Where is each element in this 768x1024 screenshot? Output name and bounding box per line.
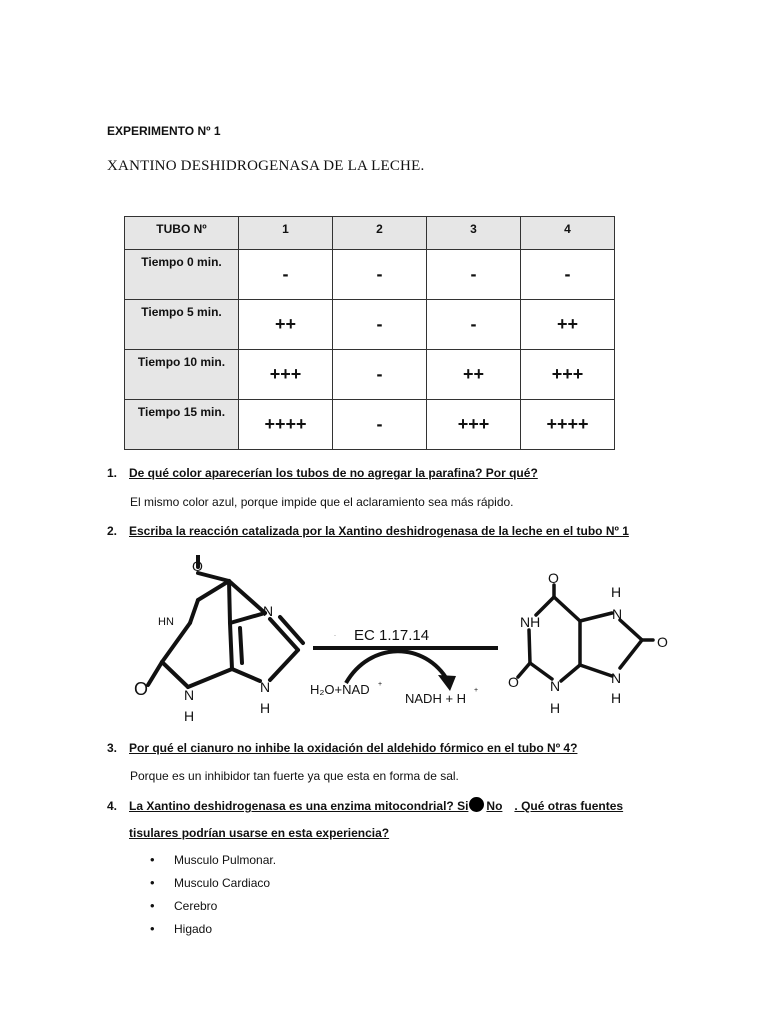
question-text: Escriba la reacción catalizada por la Xantino deshidrogenasa de la leche en el tubo Nº 1: [129, 524, 629, 538]
right-molecule: [518, 585, 653, 681]
header-cell: 2: [333, 217, 427, 250]
table-cell: ++++: [521, 400, 615, 450]
table-cell: +++: [427, 400, 521, 450]
table-row: [125, 350, 615, 400]
curved-arrow: [346, 651, 448, 683]
question-number: 4.: [107, 799, 118, 813]
atom-label: O: [548, 570, 559, 586]
atom-label: O: [192, 558, 203, 574]
atom-label: H: [184, 708, 195, 724]
question-number: 3.: [107, 741, 118, 755]
question-4-line-2: [129, 826, 389, 840]
product-superscript: +: [474, 687, 479, 694]
row-label: Tiempo 0 min.: [125, 250, 239, 300]
atom-label: N: [611, 670, 622, 686]
tissue-sources-list: [150, 853, 276, 945]
answer-3: Porque es un inhibidor tan fuerte ya que esta en forma de sal.: [130, 769, 459, 783]
list-item: • Higado: [150, 922, 276, 945]
atom-label: H: [550, 700, 561, 716]
list-item: • Musculo Pulmonar.: [150, 853, 276, 876]
curved-arrow-head: [438, 675, 456, 691]
atom-label: N: [550, 678, 561, 694]
table-cell: -: [333, 400, 427, 450]
table-header-row: [125, 217, 615, 250]
table-cell: -: [521, 250, 615, 300]
row-label: Tiempo 5 min.: [125, 300, 239, 350]
header-cell: 3: [427, 217, 521, 250]
atom-label: NH: [520, 614, 541, 630]
atom-label: O: [134, 679, 149, 699]
question-text: Por qué el cianuro no inhibe la oxidación del aldehido fórmico en el tubo Nº 4?: [129, 741, 578, 755]
table-row: [125, 300, 615, 350]
atom-label: N: [184, 687, 195, 703]
atom-label: H: [260, 700, 271, 716]
atom-label: H: [611, 584, 622, 600]
results-table: [124, 216, 615, 450]
list-item: • Cerebro: [150, 899, 276, 922]
reactant-superscript: +: [378, 681, 383, 688]
question-2: [107, 524, 629, 538]
table-cell: -: [333, 300, 427, 350]
list-item: • Musculo Cardiaco: [150, 876, 276, 899]
main-title: XANTINO DESHIDROGENASA DE LA LECHE.: [107, 158, 425, 174]
question-number: 1.: [107, 466, 118, 480]
atom-label: H: [611, 690, 622, 706]
atom-label: N: [260, 679, 271, 695]
table-cell: -: [427, 300, 521, 350]
experiment-title: EXPERIMENTO Nº 1: [107, 124, 221, 138]
table-cell: ++: [427, 350, 521, 400]
table-cell: ++: [521, 300, 615, 350]
filled-radio-icon: [469, 797, 484, 812]
header-cell: 1: [239, 217, 333, 250]
question-4: [107, 797, 623, 813]
reactant-label: H₂O+NAD: [310, 682, 370, 697]
question-text: No: [486, 799, 503, 813]
question-text: De qué color aparecerían los tubos de no agregar la parafina? Por qué?: [129, 466, 538, 480]
atom-label: N: [612, 606, 623, 622]
question-1: [107, 466, 538, 480]
enzyme-label: EC 1.17.14: [354, 627, 430, 644]
question-text: . Qué otras fuentes: [514, 799, 624, 813]
header-cell: 4: [521, 217, 615, 250]
table-cell: -: [239, 250, 333, 300]
table-cell: ++: [239, 300, 333, 350]
row-label: Tiempo 15 min.: [125, 400, 239, 450]
atom-label: N: [263, 603, 274, 619]
row-label: Tiempo 10 min.: [125, 350, 239, 400]
table-cell: -: [333, 350, 427, 400]
table-cell: +++: [521, 350, 615, 400]
question-number: 2.: [107, 524, 118, 538]
answer-1: El mismo color azul, porque impide que el aclaramiento sea más rápido.: [130, 495, 514, 509]
svg-text:·: ·: [334, 633, 336, 639]
table-row: [125, 250, 615, 300]
question-text: tisulares podrían usarse en esta experiencia?: [129, 826, 390, 840]
reaction-diagram: [120, 555, 680, 735]
table-row: [125, 400, 615, 450]
atom-label: O: [508, 674, 519, 690]
product-label: NADH + H: [405, 691, 467, 706]
header-cell: TUBO Nº: [125, 217, 239, 250]
table-cell: -: [427, 250, 521, 300]
table-cell: +++: [239, 350, 333, 400]
question-text: La Xantino deshidrogenasa es una enzima mitocondrial? Si: [129, 799, 469, 813]
question-3: [107, 741, 577, 755]
table-cell: ++++: [239, 400, 333, 450]
atom-label: HN: [158, 616, 174, 628]
table-cell: -: [333, 250, 427, 300]
atom-label: O: [657, 634, 668, 650]
